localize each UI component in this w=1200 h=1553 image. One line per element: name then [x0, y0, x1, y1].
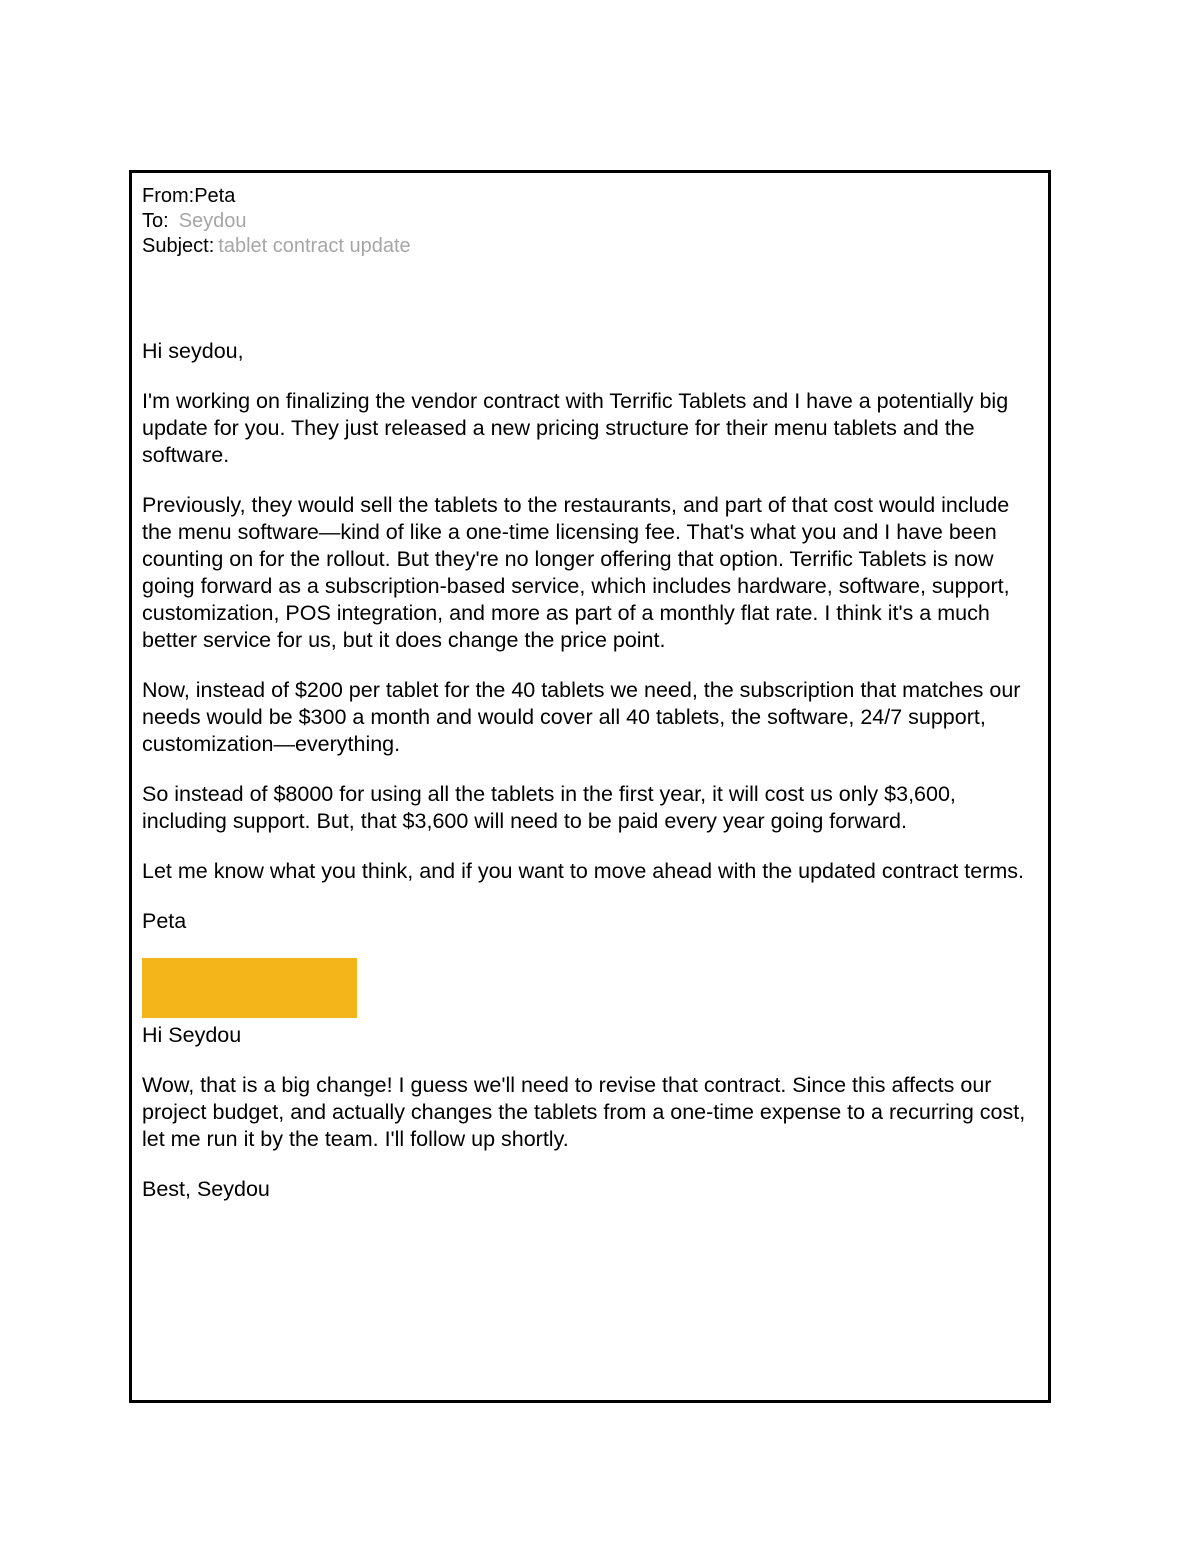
paragraph-new-pricing: Now, instead of $200 per tablet for the 40 tablets we need, the subscription that matches our needs would be $300 a month and would cover all 40 tablets, the software, 24/7 support, customization—everything. [142, 678, 1021, 756]
greeting: Hi seydou, [142, 339, 244, 363]
email-body [142, 338, 1042, 1226]
reply-greeting: Hi Seydou [142, 1023, 242, 1047]
subject-row [142, 234, 411, 259]
email-frame [129, 170, 1051, 1403]
to-row [142, 209, 411, 234]
paragraph-previous-pricing: Previously, they would sell the tablets to the restaurants, and part of that cost would include the menu software—kind of like a one-time licensing fee. That's what you and I have been counting on for the rollout. But they're no longer offering that option. Terrific Tablets is now going forward as a subscription-based service, which includes hardware, software, support, customization, POS integration, and more as part of a monthly flat rate. I think it's a much better service for us, but it does change the price point. [142, 493, 1010, 652]
signoff: Peta [142, 909, 187, 933]
paragraph-request: Let me know what you think, and if you want to move ahead with the updated contract terms. [142, 859, 1024, 883]
from-label: From: [142, 185, 195, 207]
paragraph-contract-update: I'm working on finalizing the vendor contract with Terrific Tablets and I have a potentially big update for you. They just released a new pricing structure for their menu tablets and the software. [142, 389, 1009, 467]
email-header [142, 184, 411, 259]
to-label: To: [142, 210, 169, 232]
reply-signoff: Best, Seydou [142, 1177, 270, 1201]
reply-paragraph: Wow, that is a big change! I guess we'll need to revise that contract. Since this affects our project budget, and actually changes the tablets from a one-time expense to a recurring cost, let me run it by the team. I'll follow up shortly. [142, 1073, 1026, 1151]
subject-value: tablet contract update [218, 235, 411, 257]
from-row [142, 184, 411, 209]
reply-divider-block [142, 958, 357, 1018]
from-value: Peta [194, 185, 236, 207]
subject-label: Subject: [142, 235, 215, 257]
paragraph-cost-comparison: So instead of $8000 for using all the tablets in the first year, it will cost us only $3,600, including support. But, that $3,600 will need to be paid every year going forward. [142, 782, 956, 833]
to-value: Seydou [178, 210, 247, 232]
